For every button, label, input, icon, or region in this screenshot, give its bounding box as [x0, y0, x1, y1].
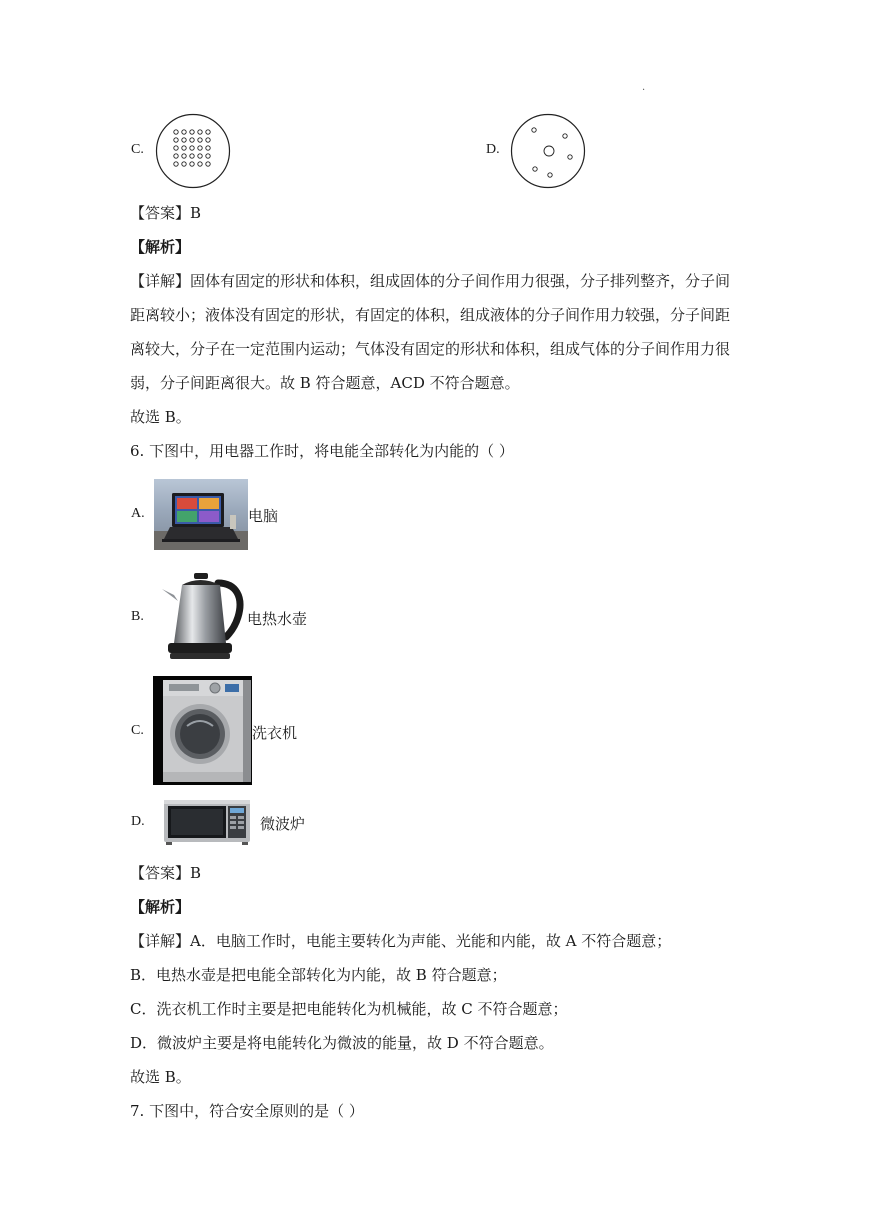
q5-detail-line-4: 弱，分子间距离很大。故 B 符合题意，ACD 不符合题意。: [130, 374, 520, 392]
q6-option-c-label: 洗衣机: [252, 724, 298, 742]
option-c-diagram: [155, 113, 231, 189]
laptop-image: [154, 479, 248, 550]
q6-option-b-label: 电热水壶: [247, 610, 308, 628]
q5-detail-line-2: 距离较小；液体没有固定的形状，有固定的体积，组成液体的分子间作用力较强，分子间距: [130, 306, 731, 324]
q6-stem: 6. 下图中，用电器工作时，将电能全部转化为内能的（ ）: [130, 442, 514, 460]
q6-option-a-letter: A.: [131, 506, 145, 521]
q7-stem: 7. 下图中，符合安全原则的是（ ）: [130, 1102, 364, 1120]
q6-option-d-label: 微波炉: [260, 815, 306, 833]
option-c-letter: C.: [131, 142, 144, 157]
kettle-image: [160, 567, 247, 663]
option-d-letter: D.: [486, 142, 500, 157]
q5-detail-line-1: 【详解】固体有固定的形状和体积，组成固体的分子间作用力很强，分子排列整齐，分子间: [130, 272, 731, 290]
gas-molecules-icon: [510, 113, 586, 189]
q6-answer: 【答案】B: [130, 864, 202, 882]
washing-machine-image: [153, 676, 252, 785]
q6-detail-line-1: 【详解】A．电脑工作时，电能主要转化为声能、光能和内能，故 A 不符合题意；: [130, 932, 672, 950]
q5-analysis-title: 【解析】: [130, 238, 191, 256]
q5-answer: 【答案】B: [130, 204, 202, 222]
solid-molecules-icon: [155, 113, 231, 189]
q6-detail-line-2: B．电热水壶是把电能全部转化为内能，故 B 符合题意；: [130, 966, 507, 984]
q6-option-a-label: 电脑: [248, 507, 279, 525]
q6-detail-line-3: C．洗衣机工作时主要是把电能转化为机械能，故 C 不符合题意；: [130, 1000, 568, 1018]
q6-option-c-letter: C.: [131, 723, 144, 738]
q6-conclusion: 故选 B。: [130, 1068, 191, 1086]
q6-analysis-title: 【解析】: [130, 898, 191, 916]
microwave-image: [160, 797, 255, 847]
q5-conclusion: 故选 B。: [130, 408, 191, 426]
q5-detail-line-3: 离较大，分子在一定范围内运动；气体没有固定的形状和体积，组成气体的分子间作用力很: [130, 340, 731, 358]
q6-option-d-letter: D.: [131, 814, 145, 829]
q6-detail-line-4: D．微波炉主要是将电能转化为微波的能量，故 D 不符合题意。: [130, 1034, 554, 1052]
option-d-diagram: [510, 113, 586, 189]
q6-option-b-letter: B.: [131, 609, 144, 624]
header-dot: .: [642, 82, 646, 93]
